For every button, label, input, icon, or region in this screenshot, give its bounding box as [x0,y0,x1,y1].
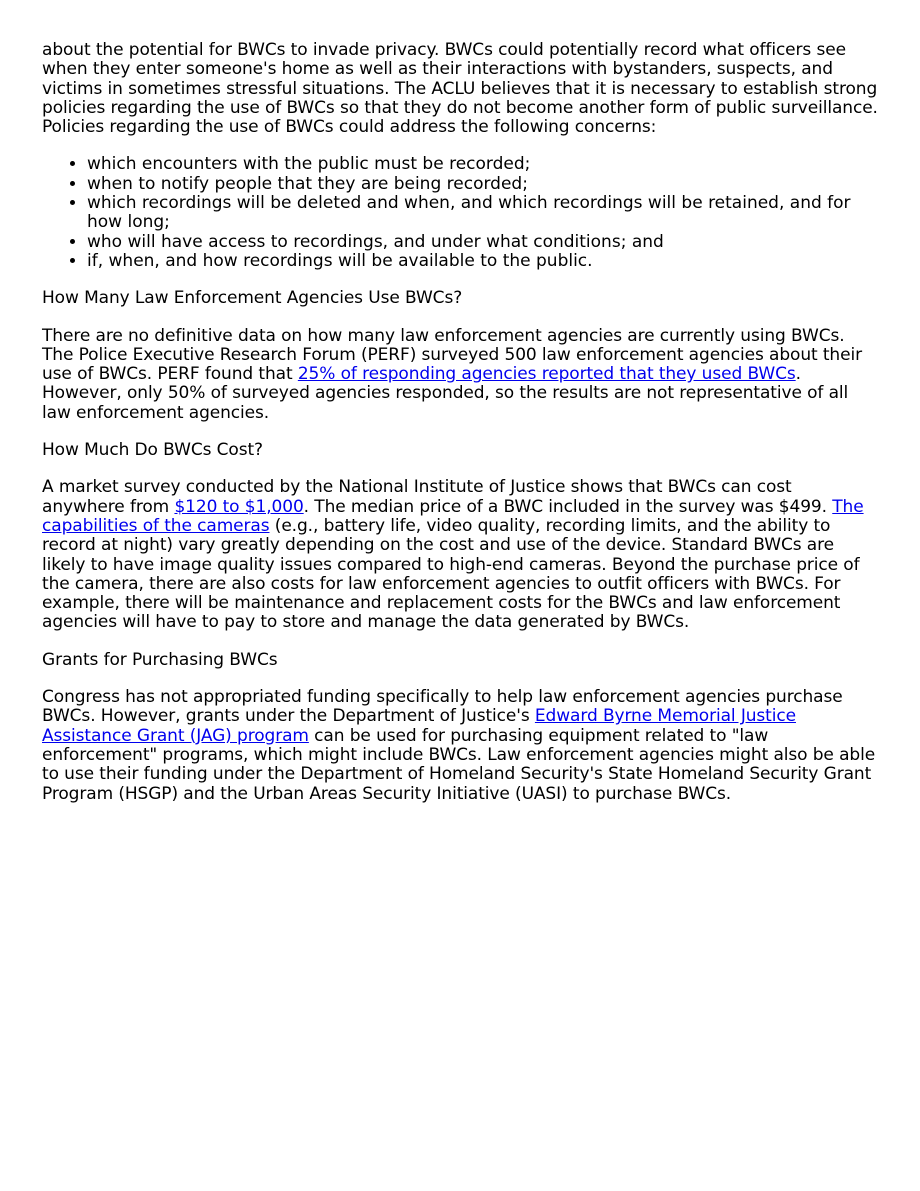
privacy-concerns-list [42,155,878,271]
grants-text-1: Congress has not appropriated funding specifically to help law enforcement agencies purchase BWCs. However, grants under the Department of Justice's [42,687,843,727]
cost-text-1: A market survey conducted by the National Institute of Justice shows that BWCs can cost anywhere from [42,477,792,517]
camera-capabilities-link[interactable]: The capabilities of the cameras [42,496,864,536]
list-item: • if, when, and how recordings will be available to the public. [87,252,878,271]
list-item: • when to notify people that they are being recorded; [87,175,878,194]
grants-text-2: can be used for purchasing equipment related to "law enforcement" programs, which might include BWCs. Law enforcement agencies might also be able to use their funding under the Department of Homeland Security's State Homeland Security Grant Program (HSGP) and the Urban Areas Security Initiative (UASI) to purchase BWCs. [42,725,876,804]
list-item: • who will have access to recordings, and under what conditions; and [87,233,878,252]
grants-paragraph [42,688,878,804]
cost-heading: How Much Do BWCs Cost? [42,440,263,461]
cost-paragraph [42,478,878,632]
jag-program-link[interactable]: Edward Byrne Memorial Justice Assistance Grant (JAG) program [42,706,796,746]
price-range-link[interactable]: $120 to $1,000 [174,496,304,517]
perf-survey-link[interactable]: 25% of responding agencies reported that they used BWCs [297,364,796,385]
grants-heading: Grants for Purchasing BWCs [42,649,278,670]
usage-text-after-link: . However, only 50% of surveyed agencies responded, so the results are not representative of all law enforcement agencies. [42,364,849,423]
list-item: • which encounters with the public must be recorded; [87,155,878,174]
cost-text-2: . The median price of a BWC included in the survey was $499. [303,496,833,517]
privacy-paragraph: about the potential for BWCs to invade privacy. BWCs could potentially record what officers see when they enter someone's home as well as their interactions with bystanders, suspects, and victims in sometimes stressful situations. The ACLU believes that it is necessary to establish strong policies regarding the use of BWCs so that they do not become another form of public surveillance. Policies regarding the use of BWCs could address the following concerns: [42,40,878,138]
cost-text-3: (e.g., battery life, video quality, recording limits, and the ability to record at night) vary greatly depending on the cost and use of the device. Standard BWCs are likely to have image quality issues compared to high-end cameras. Beyond the purchase price of the camera, there are also costs for law enforcement agencies to outfit officers with BWCs. For example, there will be maintenance and replacement costs for the BWCs and law enforcement agencies will have to pay to store and manage the data generated by BWCs. [42,515,860,633]
usage-paragraph [42,327,878,423]
list-item: • which recordings will be deleted and when, and which recordings will be retained, and for how long; [87,194,878,233]
usage-text-before-link: There are no definitive data on how many law enforcement agencies are currently using BWCs. The Police Executive Research Forum (PERF) surveyed 500 law enforcement agencies about their use of BWCs. PERF found that [42,325,862,385]
usage-heading: How Many Law Enforcement Agencies Use BWCs? [42,288,463,309]
